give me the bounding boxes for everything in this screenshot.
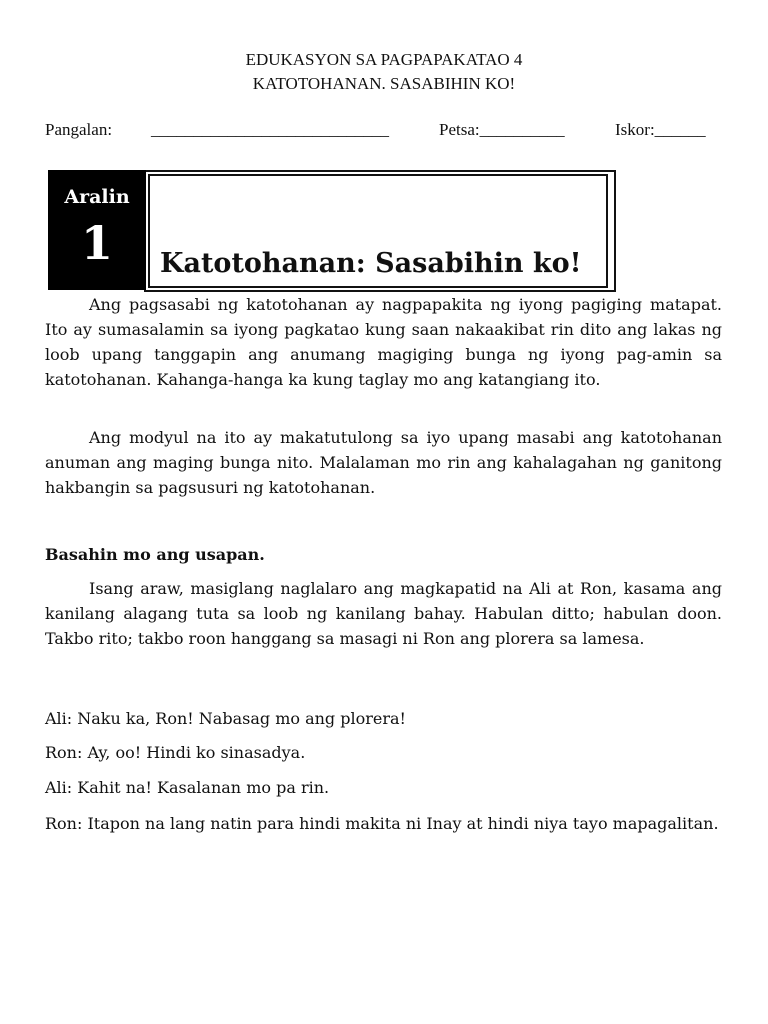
lesson-title: Katotohanan: Sasabihin ko! <box>160 248 582 279</box>
score-field[interactable]: Iskor:______ <box>615 120 706 139</box>
lesson-label: Aralin <box>64 186 130 208</box>
dialogue-line: Ron: Ay, oo! Hindi ko sinasadya. <box>45 743 306 762</box>
worksheet-title: KATOTOHANAN. SASABIHIN KO! <box>252 74 516 93</box>
intro-paragraph-1: Ang pagsasabi ng katotohanan ay nagpapakita ng iyong pagiging matapat. Ito ay sumasalamin sa iyong pagkatao kung saan nakaakibat rin dito ang lakas ng loob upang tanggapin ang anumang magiging bunga ng iyong pag-amin sa katotohanan. Kahanga-hanga ka kung taglay mo ang katangiang ito. <box>45 295 722 389</box>
story-paragraph: Isang araw, masiglang naglalaro ang magkapatid na Ali at Ron, kasama ang kanilang alagang tuta sa loob ng kanilang bahay. Habulan ditto; habulan doon. Takbo rito; takbo roon hanggang sa masagi ni Ron ang plorera sa lamesa. <box>45 579 722 648</box>
reading-heading: Basahin mo ang usapan. <box>45 545 265 564</box>
subject-title: EDUKASYON SA PAGPAPAKATAO 4 <box>245 50 523 69</box>
lesson-banner <box>48 170 614 290</box>
name-field-blank[interactable]: ____________________________ <box>151 120 389 139</box>
worksheet-header <box>0 48 768 96</box>
lesson-number: 1 <box>80 216 113 270</box>
dialogue-line: Ali: Kahit na! Kasalanan mo pa rin. <box>45 778 330 797</box>
dialogue-line: Ron: Itapon na lang natin para hindi makita ni Inay at hindi niya tayo mapagalitan. <box>45 814 719 833</box>
date-field[interactable]: Petsa:__________ <box>439 120 565 139</box>
intro-paragraph-2: Ang modyul na ito ay makatutulong sa iyo upang masabi ang katotohanan anuman ang maging bunga nito. Malalaman mo rin ang kahalagahan ng ganitong hakbangin sa pagsusuri ng katotohanan. <box>45 428 722 497</box>
dialogue-line: Ali: Naku ka, Ron! Nabasag mo ang plorera! <box>45 709 406 728</box>
name-label: Pangalan: <box>45 120 113 139</box>
lesson-number-tab <box>48 170 146 290</box>
